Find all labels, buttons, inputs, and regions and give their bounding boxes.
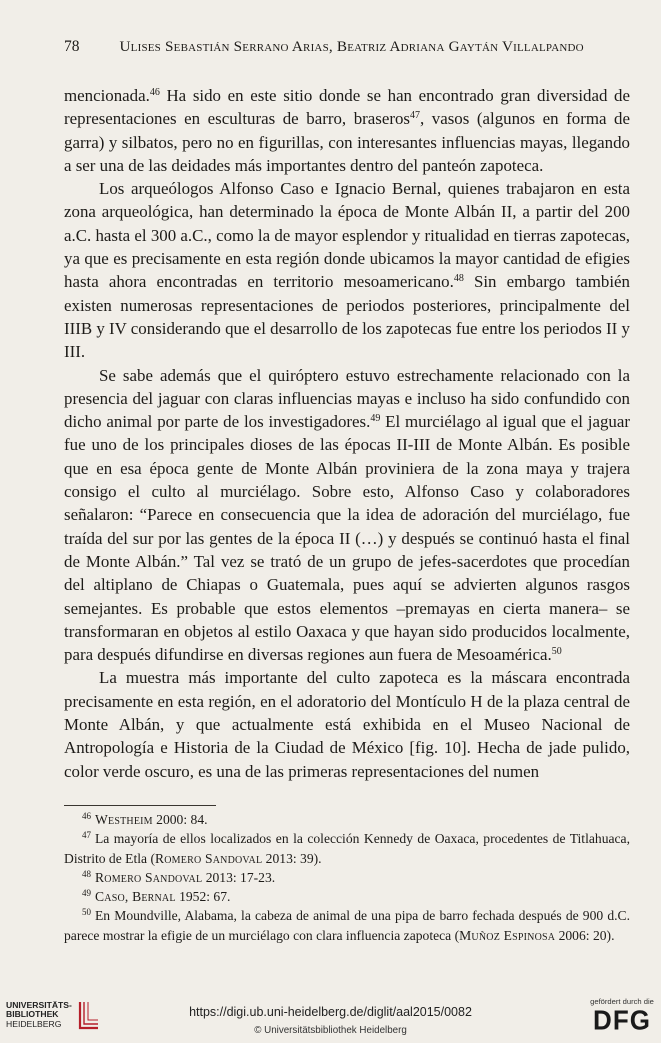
body-text	[64, 84, 630, 783]
footnote-author: Caso, Bernal	[95, 889, 176, 905]
footnote-citation: 2013: 39).	[262, 850, 322, 866]
footnote-citation: 2006: 20).	[555, 927, 615, 943]
footnote-number: 47	[82, 830, 91, 841]
library-line-2: BIBLIOTHEK	[6, 1009, 59, 1020]
footnote-citation: 2013: 17-23.	[202, 869, 276, 885]
footnote-author: Westheim	[95, 812, 153, 827]
paragraph-1-text-a: mencionada.	[64, 86, 150, 105]
footnote-ref-48: 48	[453, 273, 464, 285]
footnote-citation: 1952: 67.	[175, 889, 231, 905]
footnote-number: 49	[82, 888, 91, 899]
footnote-text: En Moundville, Alabama, la cabeza de animal de una pipa de barro fechada después de 900 d.C. parece mostrar la efigie de un murciélago con clara influencia zapoteca (	[64, 908, 630, 943]
paragraph-4	[64, 666, 630, 782]
dfg-caption: gefördert durch die	[590, 997, 654, 1006]
footnote-ref-46: 46	[149, 87, 160, 98]
paragraph-2	[64, 177, 630, 363]
dfg-funding-logo[interactable]	[588, 997, 656, 1034]
paragraph-4-text-a: La muestra más importante del culto zapoteca es la máscara encontrada precisamente en esta región, en el adoratorio del Montículo H de la plaza central de Monte Albán, y que actualmente está exhibida en el Museo Nacional de Antropología e Historia de la Ciudad de México [fig. 10]. Hecha de jade pulido, color verde oscuro, es una de las primeras representaciones del numen	[64, 668, 630, 781]
copyright-notice: © Universitätsbibliothek Heidelberg	[254, 1025, 407, 1036]
footnote-ref-49: 49	[370, 413, 381, 425]
footnote-50	[64, 906, 630, 945]
footnote-author: Romero Sandoval	[154, 850, 263, 866]
footnote-citation: 2000: 84.	[152, 812, 208, 827]
footnote-ref-47: 47	[409, 110, 420, 122]
paragraph-2-text-a: Los arqueólogos Alfonso Caso e Ignacio Bernal, quienes trabajaron en esta zona arqueológica, han determinado la época de Monte Albán II, a partir del 200 a.C. hasta el 300 a.C., como la de mayor esplendor y ritualidad en tierras zapotecas, ya que es precisamente en esta región donde ubicamos la mayor cantidad de efigies hasta ahora encontradas en territorio mesoamericano.	[64, 179, 630, 292]
paragraph-1-text-c: , vasos (algunos en forma de garra) y silbatos, pero no en figurillas, con interesantes influencias mayas, llegando a ser una de las deidades más importantes dentro del panteón zapoteca.	[64, 109, 630, 175]
footnote-48	[64, 868, 630, 887]
footnote-author: Muñoz Espinosa	[459, 927, 556, 943]
page-number: 78	[64, 38, 80, 55]
library-line-1: UNIVERSITÄTS-	[6, 999, 72, 1010]
footnote-number: 48	[82, 868, 91, 879]
paragraph-3-text-b: El murciélago al igual que el jaguar fue uno de los principales dioses de las épocas II-III de Monte Albán. Es posible que en esa época gente de Monte Albán proviniera de la zona maya y trajera consigo el culto al murciélago. Sobre esto, Alfonso Caso y colaboradores señalaron: “Parece en consecuencia que la idea de adoración del murciélago, fue traída del sur por las gentes de la época II (…) y después se continuó hasta el final de Monte Albán.” Tal vez se trató de un grupo de jefes-sacerdotes que procedían del altiplano de Chiapas o Guatemala, pues aquí se advierten algunos rasgos semejantes. Es probable que estos elementos –premayas en cierta manera– se transformaran en objetos al estilo Oaxaca y que hayan sido producidos localmente, para después difundirse en diversas regiones aun fuera de Mesoamérica.	[64, 412, 630, 665]
footnote-number: 50	[82, 907, 91, 918]
footnote-text: La mayoría de ellos localizados en la colección Kennedy de Oaxaca, procedentes de Titlahuaca, Distrito de Etla (	[64, 831, 630, 866]
paragraph-2-text-b: Sin embargo también existen numerosas representaciones de periodos posteriores, principalmente del IIIB y IV considerando que el desarrollo de los zapotecas fue entre los periodos II y III.	[64, 272, 630, 362]
paragraph-3	[64, 364, 630, 667]
digitization-footer	[0, 990, 661, 1043]
footnote-divider	[64, 805, 216, 806]
paragraph-1	[64, 84, 630, 177]
library-line-3: HEIDELBERG	[6, 1018, 62, 1029]
paragraph-3-text-a: Se sabe además que el quiróptero estuvo estrechamente relacionado con la presencia del jaguar con claras influencias mayas e incluso ha sido confundido con dicho animal por parte de los investigadores.	[64, 365, 630, 432]
paragraph-1-text-b: Ha sido en este sitio donde se han encontrado gran diversidad de representaciones en esculturas de barro, braseros	[64, 86, 630, 129]
footnote-ref-50: 50	[551, 646, 562, 658]
footnote-author: Romero Sandoval	[95, 869, 203, 885]
footnote-46	[64, 810, 630, 829]
dfg-logo: DFG	[593, 1004, 651, 1036]
running-head-authors: Ulises Sebastián Serrano Arias, Beatriz Adriana Gaytán Villalpando	[119, 38, 584, 55]
footnote-47	[64, 829, 630, 868]
footnotes	[64, 810, 630, 945]
footnote-number: 46	[82, 811, 91, 821]
running-head	[64, 38, 630, 56]
footnote-49	[64, 887, 630, 906]
permalink-url[interactable]: https://digi.ub.uni-heidelberg.de/diglit/aal2015/0082	[189, 1005, 472, 1019]
